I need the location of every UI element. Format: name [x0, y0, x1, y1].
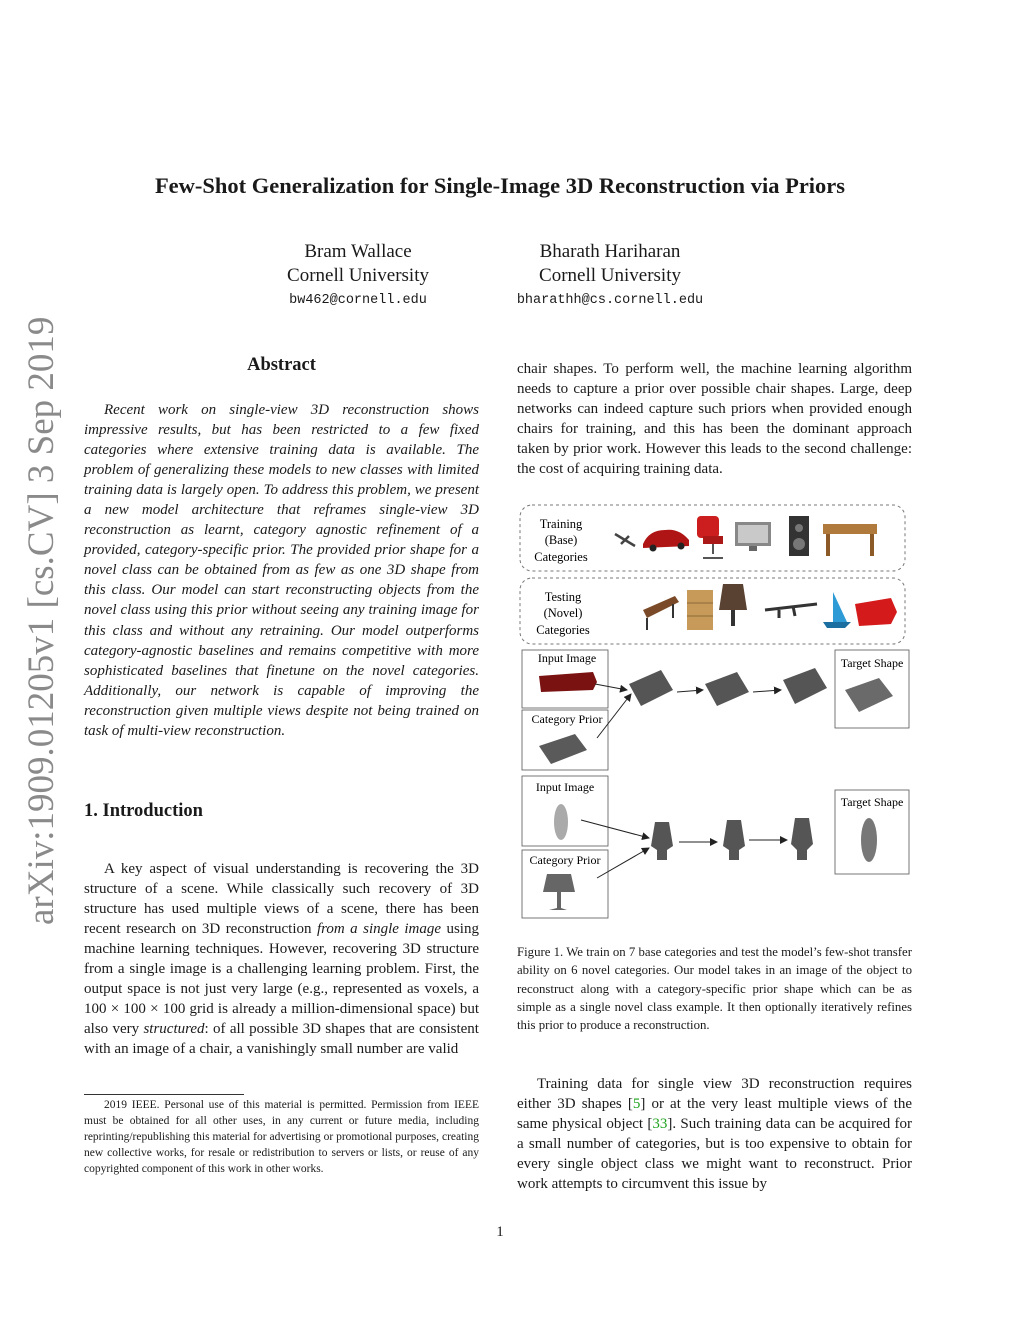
office-chair-thumbnail — [697, 516, 723, 558]
citation-5[interactable]: 5 — [632, 1096, 641, 1113]
lamp-refine-1 — [651, 822, 673, 860]
author-2-email[interactable]: bharathh@cs.cornell.edu — [516, 293, 704, 308]
monitor-thumbnail — [735, 522, 771, 551]
author-1-name: Bram Wallace — [304, 241, 412, 262]
airplane-thumbnail — [615, 534, 635, 546]
figure-1 — [517, 500, 917, 925]
car-thumbnail — [643, 530, 689, 552]
rifle-thumbnail — [765, 604, 817, 618]
author-2 — [500, 240, 720, 314]
copyright-footnote: 2019 IEEE. Personal use of this material is permitted. Permission from IEEE must be obtained for all other uses, in any current or future media, including reprinting/republishing this material for advertising or promotional purposes, creating new collective works, for resale or redistribution to servers or lists, or reuse of any copyrighted component of this work in other works. — [84, 1099, 479, 1175]
abstract-heading: Abstract — [247, 355, 316, 375]
table-thumbnail — [823, 524, 877, 556]
test-label-1: Testing — [544, 590, 582, 604]
test-label-2: (Novel) — [543, 606, 583, 620]
sofa-target-shape — [845, 678, 893, 712]
author-2-affiliation: Cornell University — [539, 265, 681, 286]
train-label-2: (Base) — [544, 533, 578, 547]
input-image-label-2: Input Image — [535, 780, 595, 794]
input-image-label-1: Input Image — [537, 651, 597, 665]
footnote-rule — [84, 1094, 244, 1095]
red-sofa-input — [539, 672, 597, 692]
author-1-email[interactable]: bw462@cornell.edu — [289, 293, 427, 308]
lamp-refine-2 — [723, 820, 745, 860]
lamp-target-shape — [861, 818, 877, 862]
target-shape-label-1: Target Shape — [840, 656, 904, 670]
sofa-refine-1 — [629, 670, 673, 706]
right-column-paragraph: chair shapes. To perform well, the machine learning algorithm needs to capture a prior over possible chair shapes. Large, deep networks can indeed capture such priors when provided enough chairs for training, and this has been the dominant approach taken by prior work. However this leads to the second challenge: the cost of acquiring training data. — [517, 361, 912, 478]
lamp-refine-3 — [791, 818, 813, 860]
train-label-1: Training — [539, 517, 583, 531]
author-2-name: Bharath Hariharan — [539, 241, 681, 262]
sofa-refine-3 — [783, 668, 827, 704]
figure-1-caption: Figure 1. We train on 7 base categories and test the model’s few-shot transfer ability on 6 novel categories. Our model takes in an image of the object to reconstruct along with a category-specific prior shape which can be as simple as a single novel class example. It then optionally iteratively refines this prior to produce a reconstruction. — [517, 945, 912, 1033]
introduction-paragraph: A key aspect of visual understanding is recovering the 3D structure of a scene. While classically such recovery of 3D structure has used multiple views of a scene, there has been recent research on 3D reconstruction from a single image using machine learning techniques. However, recovering 3D structure from a single image is a challenging learning problem. First, the output space is not just very large (e.g., represented as voxels, a 100 × 100 × 100 grid is already a million-dimensional space) but also very structured: of all possible 3D shapes that are consistent with an image of a chair, a vanishingly small number are valid — [84, 861, 479, 1058]
speaker-thumbnail — [789, 516, 809, 556]
lamp-prior-shape — [543, 874, 575, 910]
category-prior-label-1: Category Prior — [531, 712, 603, 726]
arxiv-stamp: arXiv:1909.01205v1 [cs.CV] 3 Sep 2019 — [21, 316, 62, 925]
sofa-prior-shape — [539, 734, 587, 764]
test-label-3: Categories — [536, 623, 590, 637]
introduction-heading: 1. Introduction — [84, 801, 203, 821]
target-shape-label-2: Target Shape — [840, 795, 904, 809]
abstract-text: Recent work on single-view 3D reconstruction shows impressive results, but has been restricted to a few fixed categories where extensive training data is available. The problem of generalizing these models to new classes with limited training data is largely open. To address this problem, we present a new model architecture that reframes single-view 3D reconstruction as learnt, category agnostic refinement of a provided, category-specific prior. The provided prior shape for a novel class can be obtained from as few as one 3D shape from this class. Our model can start reconstructing objects from the novel class using this prior without seeing any training image for this class and without any retraining. Our model outperforms category-agnostic baselines and remains competitive with more sophisticated baselines that finetune on the novel categories. Additionally, our network is capable of improving the reconstruction given multiple views despite not being trained on task of multi-view reconstruction. — [84, 402, 479, 739]
right-column-paragraph-2: Training data for single view 3D reconstruction requires either 3D shapes [5] or at the very least multiple views of the same physical object [33]. Such training data can be acquired for a small number of categories, but is too expensive to obtain for every single object class we might want to reconstruct. Prior work attempts to circumvent this issue by — [517, 1076, 912, 1193]
sofa-refine-2 — [705, 672, 749, 706]
lamp-thumbnail — [719, 584, 747, 626]
paper-title: Few-Shot Generalization for Single-Image 3D Reconstruction via Priors — [154, 173, 846, 198]
category-prior-label-2: Category Prior — [529, 853, 601, 867]
author-1-affiliation: Cornell University — [287, 265, 429, 286]
sofa-thumbnail — [855, 598, 897, 626]
train-label-3: Categories — [534, 550, 588, 564]
citation-33[interactable]: 33 — [652, 1116, 668, 1133]
boat-thumbnail — [823, 592, 851, 628]
author-1 — [248, 240, 468, 314]
page-number: 1 — [496, 1224, 504, 1240]
bench-thumbnail — [643, 596, 679, 630]
lamp-input — [554, 804, 568, 840]
cabinet-thumbnail — [687, 590, 713, 630]
